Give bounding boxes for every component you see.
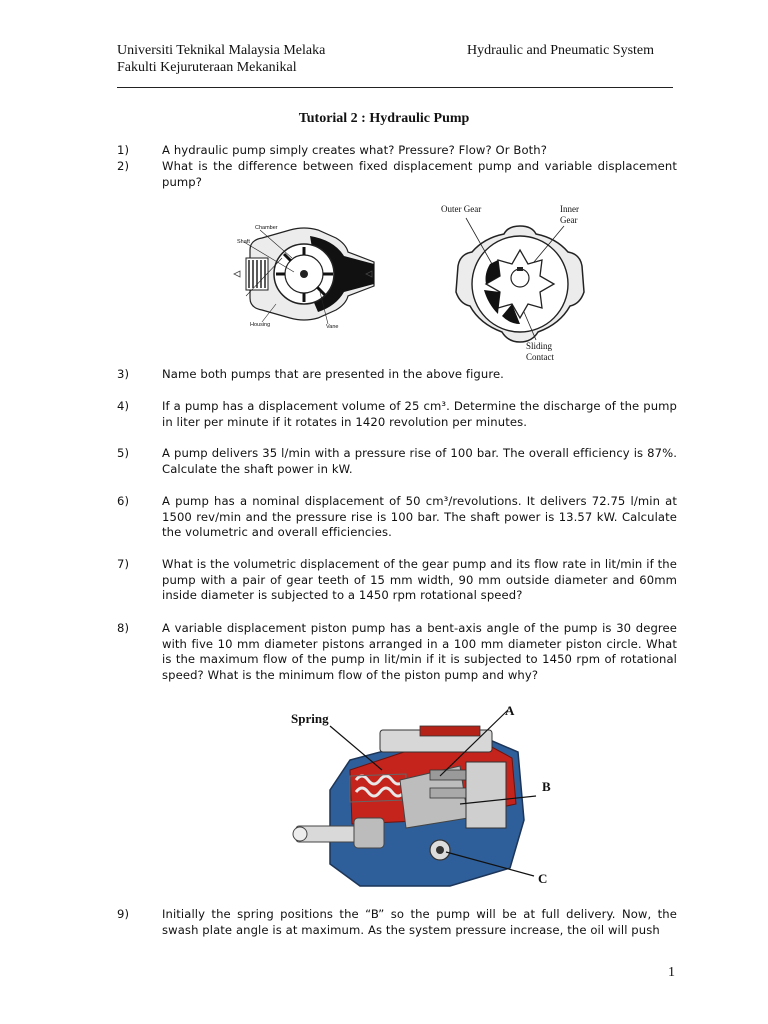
header-divider: [117, 87, 673, 88]
label-spring: Spring: [291, 711, 329, 726]
question-number: 9): [117, 907, 130, 921]
question-text: A hydraulic pump simply creates what? Pressure? Flow? Or Both?: [162, 143, 547, 157]
question-number: 6): [117, 494, 130, 508]
question-number: 8): [117, 621, 130, 635]
question-text: What is the volumetric displacement of the gear pump and its flow rate in lit/min if the pump with a pair of gear teeth of 15 mm width, 90 mm outside diameter and 60mm inside diameter is subjected to a 1450 rpm rotational speed?: [162, 557, 677, 602]
question-text: What is the difference between fixed displacement pump and variable displacement pump?: [162, 159, 677, 189]
question-7: [117, 557, 677, 605]
question-number: 5): [117, 446, 130, 460]
question-text: Name both pumps that are presented in the above figure.: [162, 367, 504, 381]
question-4: [117, 399, 677, 431]
label-a: A: [505, 703, 515, 718]
gear-pump-diagram: [440, 208, 600, 368]
question-text: If a pump has a displacement volume of 25 cm³. Determine the discharge of the pump in liter per minute if it rotates in 1420 revolution per minutes.: [162, 399, 677, 429]
label-c: C: [538, 871, 548, 886]
vane-label-shaft: Shaft: [237, 239, 250, 245]
vane-label-housing: Housing: [250, 322, 271, 328]
page-number: 1: [668, 965, 675, 980]
question-number: 1): [117, 143, 130, 157]
university-name: Universiti Teknikal Malaysia Melaka: [117, 43, 326, 58]
question-8: [117, 621, 677, 685]
gear-label-inner-gear: Inner Gear: [560, 204, 579, 225]
label-b: B: [542, 779, 551, 794]
vane-label-vane: Vane: [326, 324, 339, 330]
question-number: 2): [117, 159, 130, 173]
question-3: [117, 367, 677, 383]
course-name: Hydraulic and Pneumatic System: [467, 43, 655, 58]
vane-pump-diagram: [232, 218, 377, 330]
question-text: A variable displacement piston pump has a bent-axis angle of the pump is 30 degree with five 10 mm diameter pistons arranged in a 100 mm diameter piston circle. What is the maximum flow of the pump in lit/min if it is subjected to 1450 rpm of rotational speed? What is the minimum flow of the piston pump and why?: [162, 621, 677, 682]
question-number: 3): [117, 367, 130, 381]
question-1: [117, 143, 677, 159]
gear-label-sliding-contact: Sliding Contact: [526, 341, 554, 362]
question-number: 7): [117, 557, 130, 571]
vane-label-chamber: Chamber: [255, 225, 278, 231]
gear-label-outer-gear: Outer Gear: [441, 204, 482, 214]
piston-pump-cutaway: [290, 700, 570, 900]
question-text: A pump has a nominal displacement of 50 cm³/revolutions. It delivers 72.75 l/min at 1500 rev/min and the pressure rise is 100 bar. The shaft power is 13.57 kW. Calculate the volumetric and overall efficiencies.: [162, 494, 677, 539]
question-text: A pump delivers 35 l/min with a pressure rise of 100 bar. The overall efficiency is 87%. Calculate the shaft power in kW.: [162, 446, 677, 476]
question-5: [117, 446, 677, 478]
question-9: [117, 907, 677, 939]
question-2: [117, 159, 677, 191]
question-6: [117, 494, 677, 542]
question-number: 4): [117, 399, 130, 413]
faculty-name: Fakulti Kejuruteraan Mekanikal: [117, 60, 297, 75]
question-text: Initially the spring positions the “B” so the pump will be at full delivery. Now, the swash plate angle is at maximum. As the system pressure increase, the oil will push: [162, 907, 677, 937]
page-title: Tutorial 2 : Hydraulic Pump: [298, 111, 470, 126]
